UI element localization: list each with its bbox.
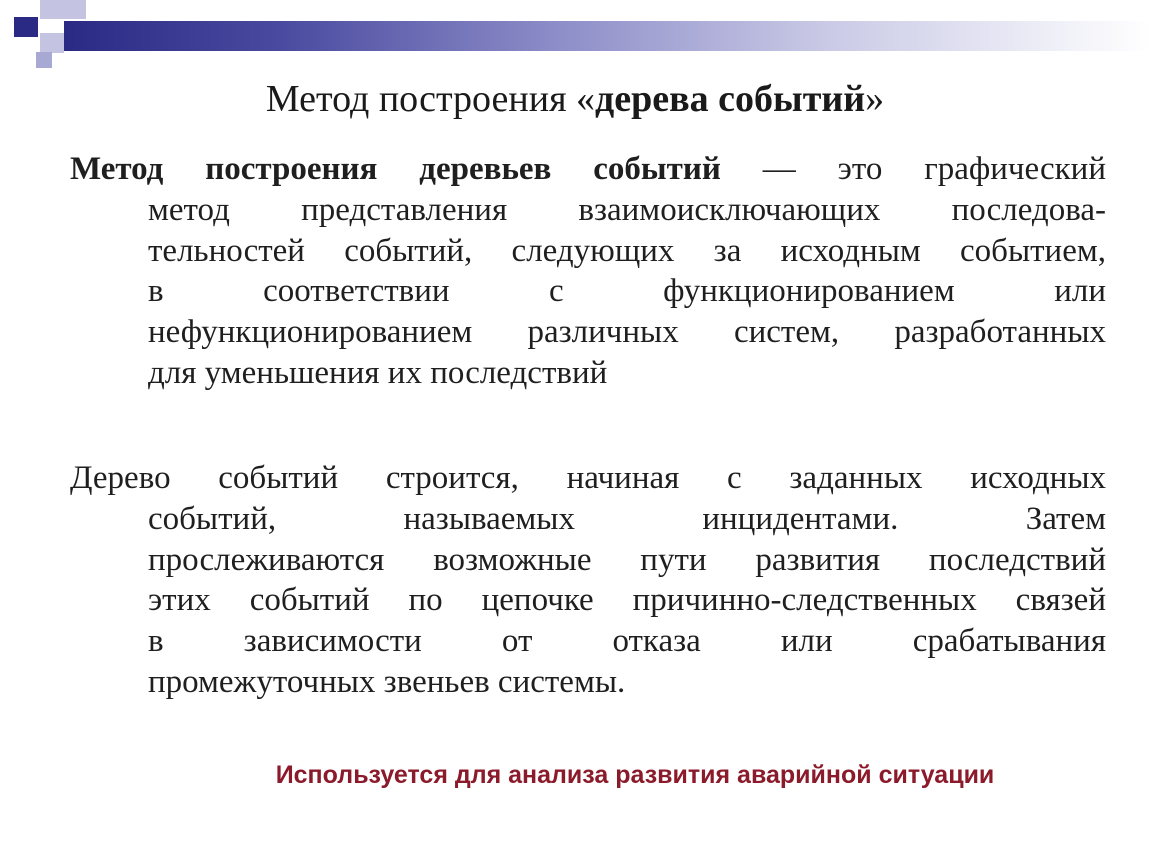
decor-square <box>36 52 52 68</box>
decor-square <box>40 33 64 53</box>
header-decoration <box>0 0 1150 80</box>
paragraph-line: для уменьшения их последствий <box>148 354 608 391</box>
title-suffix: » <box>865 78 885 120</box>
title-prefix: Метод построения « <box>265 78 596 120</box>
paragraph-line: событий, называемых инцидентами. Затем <box>148 500 1106 537</box>
paragraph-line: Дерево событий строится, начиная с заданных исходных <box>70 460 1106 496</box>
paragraph-line: тельностей событий, следующих за исходным событием, <box>148 232 1106 269</box>
paragraph-line: метод представления взаимоисключающих последова- <box>148 191 1106 228</box>
paragraph-line: этих событий по цепочке причинно-следственных связей <box>148 582 1106 619</box>
definition-paragraph <box>70 149 1106 394</box>
decor-square <box>40 0 64 19</box>
slide-title <box>0 76 1150 122</box>
paragraph-line: прослеживаются возможные пути развития последствий <box>148 541 1106 578</box>
footer-note: Используется для анализа развития аварийной ситуации <box>275 761 995 789</box>
paragraph-line: в соответствии с функционированием или <box>148 273 1106 310</box>
decor-square <box>14 17 38 37</box>
definition-text: — это графический <box>720 151 1106 187</box>
decor-square <box>64 0 86 19</box>
paragraph-line: нефункционированием различных систем, разработанных <box>148 314 1106 351</box>
paragraph-line: в зависимости от отказа или срабатывания <box>148 623 1106 660</box>
paragraph-line: промежуточных звеньев системы. <box>148 663 626 700</box>
paragraph-line <box>70 149 1106 190</box>
definition-term: Метод построения деревьев событий <box>70 151 721 187</box>
header-gradient-band <box>64 21 1150 51</box>
description-paragraph <box>70 458 1106 703</box>
title-emphasis: дерева событий <box>595 78 866 120</box>
